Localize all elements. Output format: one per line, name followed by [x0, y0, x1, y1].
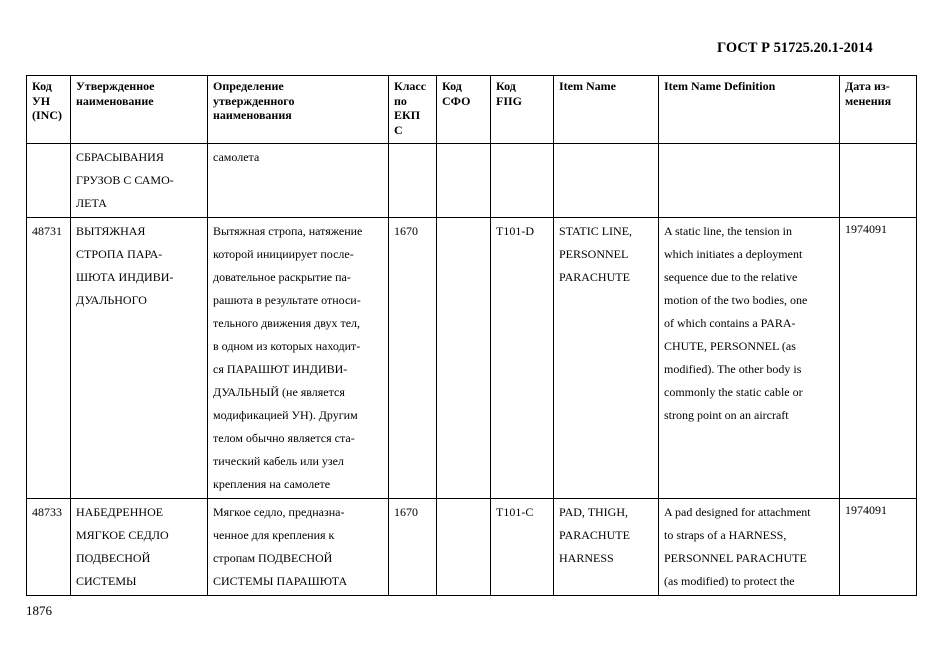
- fiig-cell: T101-C: [491, 499, 554, 596]
- definition-cell: самолета: [208, 144, 389, 218]
- header-cell: Код СФО: [437, 76, 491, 144]
- page-number: 1876: [26, 603, 52, 618]
- header-cell: Item Name: [554, 76, 659, 144]
- name-cell: НАБЕДРЕННОЕ МЯГКОЕ СЕДЛО ПОДВЕСНОЙ СИСТЕМЫ: [71, 499, 208, 596]
- class-cell: 1670: [389, 218, 437, 499]
- fiig-cell: T101-D: [491, 218, 554, 499]
- table-row: [27, 218, 917, 499]
- table-row: [27, 499, 917, 596]
- fiig-cell: [491, 144, 554, 218]
- inc-cell: [27, 144, 71, 218]
- class-cell: [389, 144, 437, 218]
- header-cell: Определение утвержденного наименования: [208, 76, 389, 144]
- nomenclature-table: [26, 75, 917, 596]
- sfo-cell: [437, 499, 491, 596]
- header-cell: Класс по ЕКП С: [389, 76, 437, 144]
- header-cell: Код FIIG: [491, 76, 554, 144]
- class-cell: 1670: [389, 499, 437, 596]
- header-cell: Дата из- менения: [840, 76, 917, 144]
- definition-cell: Вытяжная стропа, натяжение которой инициирует после- довательное раскрытие па- рашюта в результате относи- тельного движения двух тел, в одном из которых находит- ся ПАРАШЮТ ИНДИВИ- ДУАЛЬНЫЙ (не является модификацией УН). Другим телом обычно является ста- тический кабель или узел крепления на самолете: [208, 218, 389, 499]
- inc-cell: 48733: [27, 499, 71, 596]
- item-definition-cell: A pad designed for attachment to straps of a HARNESS, PERSONNEL PARACHUTE (as modified) to protect the: [659, 499, 840, 596]
- date-cell: [840, 144, 917, 218]
- table-header-row: [27, 76, 917, 144]
- header-cell: Утвержденное наименование: [71, 76, 208, 144]
- item-name-cell: [554, 144, 659, 218]
- date-cell: 1974091: [840, 499, 917, 596]
- item-definition-cell: [659, 144, 840, 218]
- sfo-cell: [437, 218, 491, 499]
- header-cell: Код УН (INC): [27, 76, 71, 144]
- date-cell: 1974091: [840, 218, 917, 499]
- name-cell: СБРАСЫВАНИЯ ГРУЗОВ С САМО- ЛЕТА: [71, 144, 208, 218]
- standard-number: ГОСТ Р 51725.20.1-2014: [717, 40, 873, 56]
- header-cell: Item Name Definition: [659, 76, 840, 144]
- table-row: [27, 144, 917, 218]
- name-cell: ВЫТЯЖНАЯ СТРОПА ПАРА- ШЮТА ИНДИВИ- ДУАЛЬНОГО: [71, 218, 208, 499]
- item-name-cell: STATIC LINE, PERSONNEL PARACHUTE: [554, 218, 659, 499]
- definition-cell: Мягкое седло, предназна- ченное для крепления к стропам ПОДВЕСНОЙ СИСТЕМЫ ПАРАШЮТА: [208, 499, 389, 596]
- sfo-cell: [437, 144, 491, 218]
- item-definition-cell: A static line, the tension in which initiates a deployment sequence due to the relative motion of the two bodies, one of which contains a PARA- CHUTE, PERSONNEL (as modified). The other body is commonly the static cable or strong point on an aircraft: [659, 218, 840, 499]
- inc-cell: 48731: [27, 218, 71, 499]
- item-name-cell: PAD, THIGH, PARACHUTE HARNESS: [554, 499, 659, 596]
